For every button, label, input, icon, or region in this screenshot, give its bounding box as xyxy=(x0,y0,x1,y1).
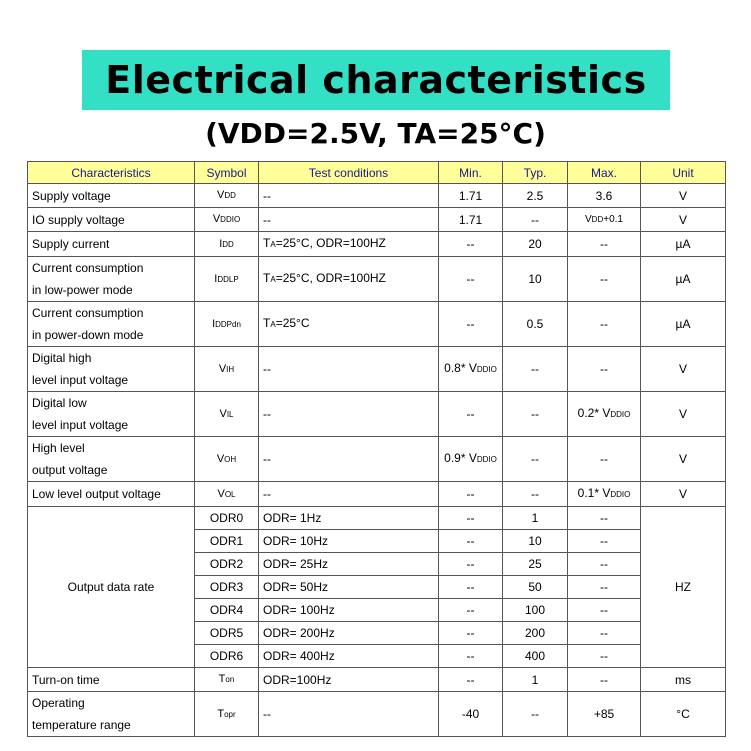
cell-characteristic: IO supply voltage xyxy=(28,208,195,232)
cell-max: -- xyxy=(568,437,641,482)
cell-characteristic-odr: Output data rate xyxy=(28,507,195,668)
header-max: Max. xyxy=(568,162,641,184)
table-row xyxy=(28,184,726,208)
cell-symbol: VIL xyxy=(195,392,259,437)
table-row xyxy=(28,302,726,347)
cell-max: -- xyxy=(568,553,641,576)
table-row xyxy=(28,208,726,232)
cell-typ: 1 xyxy=(503,507,568,530)
cell-condition: -- xyxy=(259,184,439,208)
cell-min: -- xyxy=(439,232,503,257)
cell-symbol: IDDLP xyxy=(195,257,259,302)
cell-unit: V xyxy=(641,482,726,507)
table-row xyxy=(28,347,726,392)
cell-characteristic: High level output voltage xyxy=(28,437,195,482)
cell-min: -- xyxy=(439,392,503,437)
cell-min: 1.71 xyxy=(439,184,503,208)
cell-max: -- xyxy=(568,347,641,392)
cell-min: -- xyxy=(439,576,503,599)
cell-min: -- xyxy=(439,257,503,302)
cell-min: -- xyxy=(439,507,503,530)
page-title: Electrical characteristics xyxy=(105,58,647,102)
cell-characteristic: Digital high level input voltage xyxy=(28,347,195,392)
table-row xyxy=(28,692,726,737)
cell-characteristic: Low level output voltage xyxy=(28,482,195,507)
cell-typ: 10 xyxy=(503,257,568,302)
cell-max: -- xyxy=(568,668,641,692)
table-header-row xyxy=(28,162,726,184)
cell-symbol: VDD xyxy=(195,184,259,208)
cell-min: -- xyxy=(439,302,503,347)
cell-characteristic: Supply voltage xyxy=(28,184,195,208)
cell-max: VDD+0.1 xyxy=(568,208,641,232)
title-banner xyxy=(82,50,670,110)
header-test-conditions: Test conditions xyxy=(259,162,439,184)
cell-condition: -- xyxy=(259,392,439,437)
cell-condition: ODR= 100Hz xyxy=(259,599,439,622)
cell-unit: µA xyxy=(641,257,726,302)
cell-condition: ODR=100Hz xyxy=(259,668,439,692)
cell-symbol: ODR5 xyxy=(195,622,259,645)
cell-typ: -- xyxy=(503,208,568,232)
cell-symbol: IDD xyxy=(195,232,259,257)
cell-typ: -- xyxy=(503,482,568,507)
cell-unit: V xyxy=(641,208,726,232)
cell-max: -- xyxy=(568,302,641,347)
cell-condition: ODR= 1Hz xyxy=(259,507,439,530)
cell-typ: 50 xyxy=(503,576,568,599)
table-row xyxy=(28,482,726,507)
cell-min: -- xyxy=(439,645,503,668)
table-row xyxy=(28,668,726,692)
cell-symbol: VIH xyxy=(195,347,259,392)
cell-typ: -- xyxy=(503,437,568,482)
table-row xyxy=(28,392,726,437)
cell-unit: V xyxy=(641,392,726,437)
cell-condition: ODR= 10Hz xyxy=(259,530,439,553)
cell-min: -- xyxy=(439,482,503,507)
cell-typ: 25 xyxy=(503,553,568,576)
cell-min: 1.71 xyxy=(439,208,503,232)
cell-symbol: Topr xyxy=(195,692,259,737)
cell-max: -- xyxy=(568,530,641,553)
cell-unit: V xyxy=(641,184,726,208)
cell-characteristic: Digital low level input voltage xyxy=(28,392,195,437)
cell-symbol: VDDIO xyxy=(195,208,259,232)
cell-typ: -- xyxy=(503,392,568,437)
cell-symbol: Ton xyxy=(195,668,259,692)
cell-symbol: ODR1 xyxy=(195,530,259,553)
cell-condition: TA=25°C xyxy=(259,302,439,347)
cell-typ: 200 xyxy=(503,622,568,645)
cell-symbol: ODR3 xyxy=(195,576,259,599)
cell-symbol: ODR2 xyxy=(195,553,259,576)
cell-max: +85 xyxy=(568,692,641,737)
cell-symbol: IDDPdn xyxy=(195,302,259,347)
table-row xyxy=(28,232,726,257)
cell-max: -- xyxy=(568,599,641,622)
page-subtitle: (VDD=2.5V, TA=25°C) xyxy=(205,117,546,150)
cell-condition: ODR= 50Hz xyxy=(259,576,439,599)
cell-condition: -- xyxy=(259,347,439,392)
cell-unit: V xyxy=(641,437,726,482)
table-row xyxy=(28,437,726,482)
cell-max: 0.1* VDDIO xyxy=(568,482,641,507)
cell-characteristic: Current consumption in power-down mode xyxy=(28,302,195,347)
cell-typ: 1 xyxy=(503,668,568,692)
header-min: Min. xyxy=(439,162,503,184)
cell-min: -40 xyxy=(439,692,503,737)
cell-min: -- xyxy=(439,622,503,645)
cell-unit: µA xyxy=(641,232,726,257)
cell-characteristic: Supply current xyxy=(28,232,195,257)
header-typ: Typ. xyxy=(503,162,568,184)
cell-condition: -- xyxy=(259,208,439,232)
cell-unit-odr: HZ xyxy=(641,507,726,668)
cell-min: -- xyxy=(439,530,503,553)
cell-symbol: ODR0 xyxy=(195,507,259,530)
cell-condition: ODR= 400Hz xyxy=(259,645,439,668)
cell-condition: TA=25°C, ODR=100HZ xyxy=(259,257,439,302)
cell-condition: ODR= 25Hz xyxy=(259,553,439,576)
header-symbol: Symbol xyxy=(195,162,259,184)
cell-unit: ms xyxy=(641,668,726,692)
cell-max: -- xyxy=(568,507,641,530)
cell-symbol: ODR6 xyxy=(195,645,259,668)
cell-characteristic: Operating temperature range xyxy=(28,692,195,737)
cell-typ: -- xyxy=(503,692,568,737)
cell-min: -- xyxy=(439,553,503,576)
cell-symbol: ODR4 xyxy=(195,599,259,622)
header-unit: Unit xyxy=(641,162,726,184)
table-row xyxy=(28,257,726,302)
cell-characteristic: Turn-on time xyxy=(28,668,195,692)
cell-condition: ODR= 200Hz xyxy=(259,622,439,645)
cell-unit: µA xyxy=(641,302,726,347)
cell-typ: 2.5 xyxy=(503,184,568,208)
spec-table xyxy=(27,161,726,737)
cell-max: -- xyxy=(568,576,641,599)
cell-typ: 400 xyxy=(503,645,568,668)
cell-max: -- xyxy=(568,645,641,668)
cell-min: 0.8* VDDIO xyxy=(439,347,503,392)
cell-condition: -- xyxy=(259,437,439,482)
header-characteristics: Characteristics xyxy=(28,162,195,184)
cell-min: -- xyxy=(439,599,503,622)
cell-typ: 20 xyxy=(503,232,568,257)
cell-max: -- xyxy=(568,622,641,645)
cell-typ: 10 xyxy=(503,530,568,553)
cell-unit: °C xyxy=(641,692,726,737)
cell-condition: -- xyxy=(259,692,439,737)
cell-typ: -- xyxy=(503,347,568,392)
cell-max: 3.6 xyxy=(568,184,641,208)
cell-max: 0.2* VDDIO xyxy=(568,392,641,437)
cell-typ: 0.5 xyxy=(503,302,568,347)
cell-typ: 100 xyxy=(503,599,568,622)
cell-symbol: VOH xyxy=(195,437,259,482)
cell-condition: TA=25°C, ODR=100HZ xyxy=(259,232,439,257)
cell-condition: -- xyxy=(259,482,439,507)
cell-symbol: VOL xyxy=(195,482,259,507)
cell-min: -- xyxy=(439,668,503,692)
cell-max: -- xyxy=(568,232,641,257)
cell-max: -- xyxy=(568,257,641,302)
cell-unit: V xyxy=(641,347,726,392)
cell-min: 0.9* VDDIO xyxy=(439,437,503,482)
cell-characteristic: Current consumption in low-power mode xyxy=(28,257,195,302)
table-row xyxy=(28,507,726,530)
